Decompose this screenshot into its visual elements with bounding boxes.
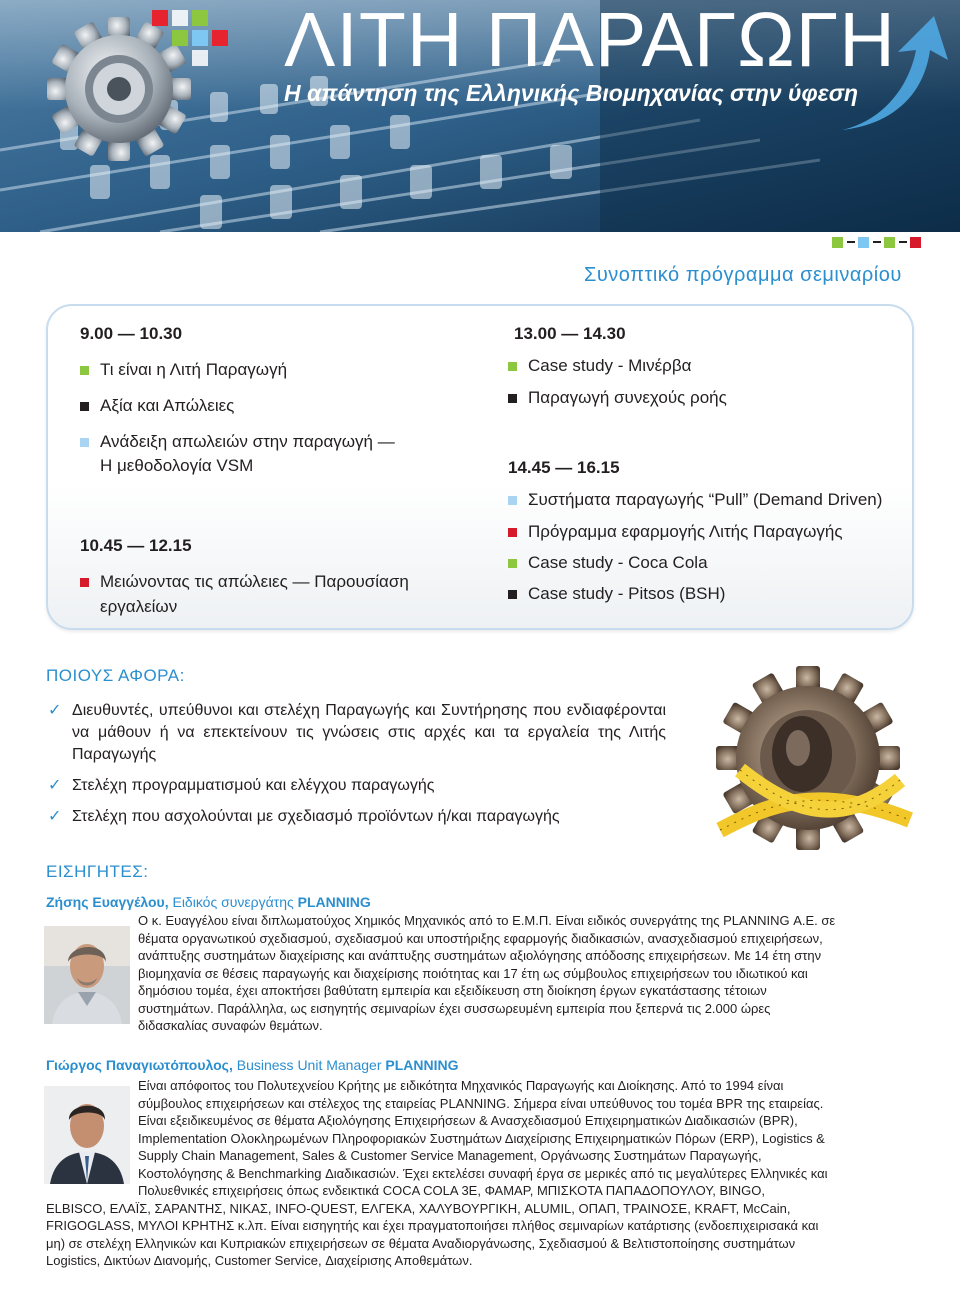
bullet-red-icon — [80, 578, 89, 587]
bio-line: Είναι εξειδικευμένος σε θέματα Αξιολόγησης Επιχειρήσεων & Ανασχεδιασμού Επιχειρηματικών Διαδικασιών (BPR), — [138, 1113, 798, 1128]
audience-item: Στελέχη προγραμματισμού και ελέγχου παραγωγής — [72, 777, 435, 794]
bullet-lightblue-icon — [80, 438, 89, 447]
bullet-black-icon — [508, 394, 517, 403]
speaker-role: Ειδικός συνεργάτης — [172, 894, 294, 910]
bio-line: Implementation Ολοκληρωμένων Πληροφοριακών Συστημάτων Διαχείρισης Επιχειρηματικών Πόρων (ERP), Logistics & — [138, 1130, 825, 1146]
speakers-heading: ΕΙΣΗΓΗΤΕΣ: — [46, 862, 149, 881]
program-item: Μειώνοντας τις απώλειες — Παρουσίαση — [100, 572, 409, 591]
bullet-green-icon — [508, 362, 517, 371]
speaker-company: PLANNING — [385, 1057, 459, 1073]
slot-time: 13.00 — 14.30 — [514, 324, 626, 343]
checkmark-icon: ✓ — [48, 775, 62, 794]
speaker-name: Ζήσης Ευαγγέλου, — [46, 894, 169, 910]
bullet-green-icon — [508, 559, 517, 568]
slot-time: 14.45 — 16.15 — [508, 458, 620, 477]
program-item: Case study - Coca Cola — [528, 553, 708, 572]
gear-measuring-tape-image — [700, 660, 918, 858]
speaker-name: Γιώργος Παναγιωτόπουλος, — [46, 1057, 233, 1073]
program-item: Ανάδειξη απωλειών στην παραγωγή — — [100, 432, 395, 451]
speaker-portrait — [44, 926, 130, 1024]
bio-line: θέματα οργανωτικού σχεδιασμού, σχεδιασμού και υποστήριξης εφαρμογής διαδικασιών, ανασχεδιασμού επιχειρήσεων, — [138, 930, 823, 946]
speaker-name-line — [46, 894, 371, 910]
speaker-bio — [138, 1077, 914, 1182]
bio-line: συστημάτων. Παράλληλα, ως εισηγητής σεμιναρίων έχει συσσωρευμένη εμπειρία που ξεπερνά τις 2.000 ώρες — [138, 1000, 771, 1016]
program-item: Τι είναι η Λιτή Παραγωγή — [100, 360, 288, 379]
bio-line: FRIGOGLASS, ΜΥΛΟΙ ΚΡΗΤΗΣ κ.λπ. Είναι εισηγητής και έχει πραγματοποιήσει πλήθος σεμιναρίων κατάρτισης (ενδοεπιχειρισακά και — [46, 1218, 819, 1233]
slot-time: 9.00 — 10.30 — [80, 324, 183, 343]
bullet-red-icon — [508, 528, 517, 537]
logo-tiles-icon — [152, 6, 232, 68]
program-item: Case study - Μινέρβα — [528, 356, 692, 375]
bio-line: ανάπτυξης συστημάτων διαχείρισης και ανάπτυξης συστημάτων αξιολόγησης απόδοσης επιχειρήσεων. Με 14 έτη στην — [138, 948, 822, 963]
checkmark-icon: ✓ — [48, 806, 62, 825]
program-item: Συστήματα παραγωγής “Pull” (Demand Driven) — [528, 490, 883, 509]
program-item: Αξία και Απώλειες — [100, 396, 235, 415]
program-item: Η μεθοδολογία VSM — [100, 456, 254, 475]
bio-line: Ο κ. Ευαγγέλου είναι διπλωματούχος Χημικός Μηχανικός από το Ε.Μ.Π. Είναι ειδικός συνεργάτης της PLANNING Α.Ε. σε — [138, 913, 836, 928]
bullet-black-icon — [80, 402, 89, 411]
program-item: εργαλείων — [100, 597, 178, 616]
speaker-bio-continued — [46, 1182, 914, 1270]
bio-line: μη) σε στελέχη Ελληνικών και Κυπριακών επιχειρήσεων σε θέματα Αναδιοργάνωσης, Σχεδιασμού & Βελτιστοποίησης συστημάτων — [46, 1235, 796, 1251]
audience-heading: ΠΟΙΟΥΣ ΑΦΟΡΑ: — [46, 666, 185, 685]
speaker-name-line — [46, 1057, 459, 1073]
bio-line: Supply Chain Management, Sales & Customer Service Management, Οργάνωσης Συστημάτων Παραγωγής, — [138, 1148, 762, 1163]
program-item: Πρόγραμμα εφαρμογής Λιτής Παραγωγής — [528, 522, 843, 541]
slot-time: 10.45 — 12.15 — [80, 536, 192, 555]
bullet-green-icon — [80, 366, 89, 375]
speaker-company: PLANNING — [297, 894, 371, 910]
bio-line: διδασκαλίας συναφών θεμάτων. — [138, 1018, 323, 1033]
bio-line: βιομηχανία σε θέσεις παραγωγής και διαχείρισης ποιότητας και 17 έτη ως σύμβουλος επιχειρήσεων του ιδιωτικού και — [138, 965, 808, 981]
audience-item: Στελέχη που ασχολούνται με σχεδιασμό προϊόντων ή/και παραγωγής — [72, 808, 560, 825]
checkmark-icon: ✓ — [48, 700, 62, 719]
program-box — [46, 304, 914, 630]
program-item: Case study - Pitsos (BSH) — [528, 584, 726, 603]
bio-line: Logistics, Δικτύων Διανομής, Customer Service, Διαχείρισης Αποθεμάτων. — [46, 1253, 473, 1268]
program-title: Συνοπτικό πρόγραμμα σεμιναρίου — [584, 264, 902, 286]
bio-line: Είναι απόφοιτος του Πολυτεχνείου Κρήτης με ειδικότητα Μηχανικός Παραγωγής και Διοίκησης. Από το 1994 είναι — [138, 1078, 784, 1093]
hero-subtitle: Η απάντηση της Ελληνικής Βιομηχανίας στην ύφεση — [284, 80, 859, 106]
program-item: Παραγωγή συνεχούς ροής — [528, 388, 727, 407]
bullet-lightblue-icon — [508, 496, 517, 505]
hero-title: ΛΙΤΗ ΠΑΡΑΓΩΓΗ — [284, 0, 896, 83]
bio-line: ELBISCO, ΕΛΑΪΣ, ΣΑΡΑΝΤΗΣ, ΝΙΚΑΣ, INFO-QUEST, ΕΛΓΕΚΑ, ΧΑΛΥΒΟΥΡΓΙΚΗ, ALUMIL, ΟΠΑΠ, ΤΡΑΙΝΟΣΕ, KRAFT, McCain, — [46, 1200, 791, 1216]
hero-banner — [0, 0, 960, 232]
bio-line: σύμβουλος επιχειρήσεων και στέλεχος της εταιρείας PLANNING. Σήμερα είναι υπεύθυνος του τομέα BPR της εταιρείας. — [138, 1095, 824, 1111]
bullet-black-icon — [508, 590, 517, 599]
speaker-role: Business Unit Manager — [236, 1057, 382, 1073]
bio-line: Κοστολόγησης & Benchmarking Διαδικασιών. Έχει εκτελέσει συναφή έργα σε μερικές από τις μεγαλύτερες Ελληνικές και — [138, 1165, 828, 1181]
speaker-portrait — [44, 1086, 130, 1184]
bio-line: δημόσιου τομέα, έχει αποκτήσει βαθύτατη εμπειρία και εξειδίκευση στη διοίκηση έργων εγκατάστασης τέτοιων — [138, 983, 767, 998]
speaker-bio — [138, 912, 914, 1035]
audience-item: Διευθυντές, υπεύθυνοι και στελέχη Παραγωγής και Συντήρησης που ενδιαφέρονται να μάθουν ή να επεκτείνουν τις γνώσεις στις αρχές και τα εργαλεία της Λιτής Παραγωγής — [72, 702, 666, 763]
bio-line: Πολυεθνικές επιχειρήσεις όπως ενδεικτικά COCA COLA 3E, ΦΑΜΑΡ, ΜΠΙΣΚΟΤΑ ΠΑΠΑΔΟΠΟΥΛΟΥ, BINGO, — [138, 1183, 766, 1198]
